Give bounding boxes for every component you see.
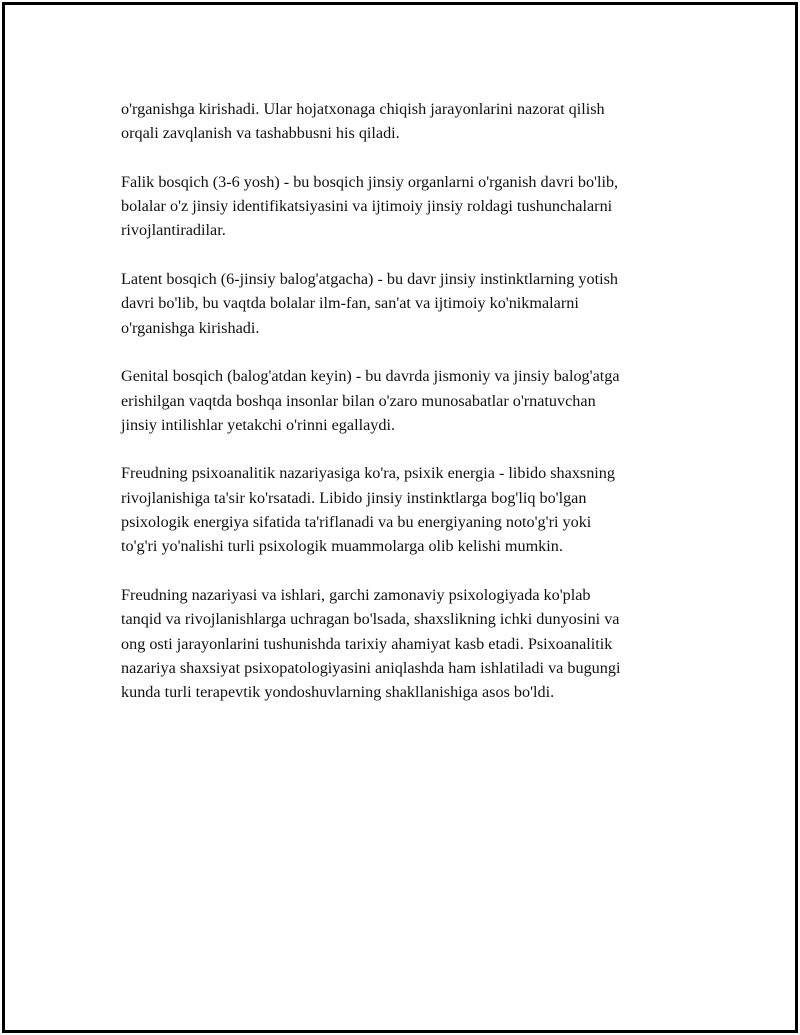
paragraph-phallic-stage: Falik bosqich (3-6 yosh) - bu bosqich jinsiy organlarni o'rganish davri bo'lib, bolalar o'z jinsiy identifikatsiyasini va ijtimoiy jinsiy roldagi tushunchalarni rivojlantiradilar. <box>121 172 619 240</box>
paragraph-libido: Freudning psixoanalitik nazariyasiga ko'ra, psixik energia - libido shaxsning rivojlanishiga ta'sir ko'rsatadi. Libido jinsiy instinktlarga bog'liq bo'lgan psixologik energiya sifatida ta'riflanadi va bu energiyaning noto'g'ri yoki to'g'ri yo'nalishi turli psixologik muammolarga olib kelishi mumkin. <box>121 464 615 556</box>
paragraph-anal-stage-end: o'rganishga kirishadi. Ular hojatxonaga chiqish jarayonlarini nazorat qilish orqali zavqlanish va tashabbusni his qiladi. <box>121 100 605 143</box>
page-frame <box>2 2 798 1033</box>
paragraph-genital-stage: Genital bosqich (balog'atdan keyin) - bu davrda jismoniy va jinsiy balog'atga erishilgan vaqtda boshqa insonlar bilan o'zaro munosabatlar o'rnatuvchan jinsiy intilishlar yetakchi o'rinni egallaydi. <box>121 367 620 434</box>
paragraph-latent-stage: Latent bosqich (6-jinsiy balog'atgacha) - bu davr jinsiy instinktlarning yotish davri bo'lib, bu vaqtda bolalar ilm-fan, san'at va ijtimoiy ko'nikmalarni o'rganishga kirishadi. <box>121 270 618 337</box>
document-body <box>121 97 701 729</box>
paragraph-freud-legacy: Freudning nazariyasi va ishlari, garchi zamonaviy psixologiyada ko'plab tanqid va rivojlanishlarga uchragan bo'lsada, shaxslikning ichki dunyosini va ong osti jarayonlarini tushunishda tarixiy ahamiyat kasb etadi. Psixoanalitik nazariya shaxsiyat psixopatologiyasini aniqlashda ham ishlatiladi va bugungi kunda turli terapevtik yondoshuvlarning shakllanishiga asos bo'ldi. <box>121 585 621 702</box>
